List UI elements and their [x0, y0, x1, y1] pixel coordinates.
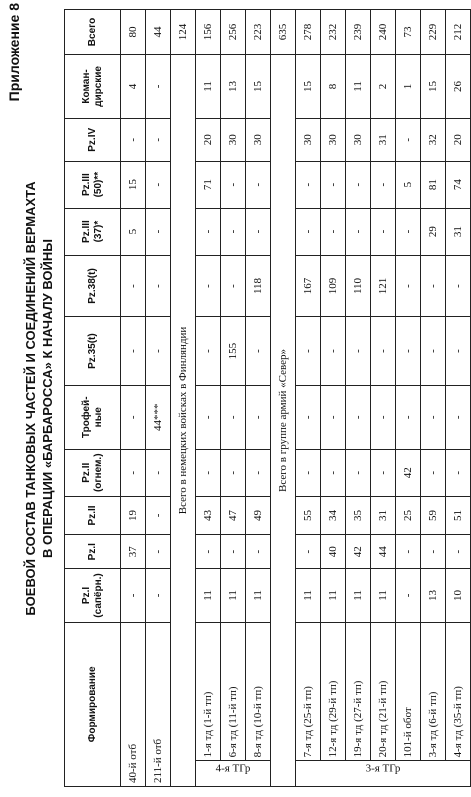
table-row [196, 10, 221, 787]
table-cell: 43 [196, 496, 221, 534]
table-cell: - [146, 208, 171, 255]
table-cell: - [421, 385, 446, 449]
table-row [296, 10, 321, 787]
table-cell: 44 [371, 535, 396, 569]
table-cell: - [221, 255, 246, 317]
group-label-cell [196, 761, 271, 787]
table-cell: - [196, 208, 221, 255]
formation-name: 12-я тд (29-й тп) [321, 622, 346, 761]
table-cell: 74 [446, 161, 471, 208]
table-cell: - [146, 496, 171, 534]
table-cell: - [371, 161, 396, 208]
table-cell: 156 [196, 10, 221, 55]
table-cell: 10 [446, 569, 471, 622]
table-cell: 29 [421, 208, 446, 255]
table-cell: - [446, 317, 471, 385]
title-line-2: В ОПЕРАЦИИ «БАРБАРОССА» К НАЧАЛУ ВОЙНЫ [40, 239, 55, 558]
table-cell: - [296, 317, 321, 385]
table-cell: - [421, 255, 446, 317]
table-cell: - [146, 255, 171, 317]
table-cell: - [121, 569, 146, 622]
header-pz3-50: Pz.III (50)** [65, 161, 121, 208]
group-label: 4-я ТГр [215, 762, 251, 775]
table-cell: - [446, 449, 471, 496]
formation-name: 101-й обот [396, 622, 421, 761]
table-cell: - [121, 385, 146, 449]
header-captured: Трофей-ные [65, 385, 121, 449]
table-row [221, 10, 246, 787]
table-cell: 42 [396, 449, 421, 496]
table-cell: 51 [446, 496, 471, 534]
table-cell: 37 [121, 535, 146, 569]
table-cell: 167 [296, 255, 321, 317]
section-total: 124 [171, 10, 196, 55]
table-cell: - [321, 161, 346, 208]
table-cell: 31 [371, 118, 396, 161]
table-cell: 256 [221, 10, 246, 55]
table-cell: - [196, 255, 221, 317]
table-cell: - [396, 208, 421, 255]
table-cell: 240 [371, 10, 396, 55]
header-pz35t: Pz.35(t) [65, 317, 121, 385]
table-cell: - [146, 118, 171, 161]
table-cell: 30 [246, 118, 271, 161]
table-row [421, 10, 446, 787]
table-cell: 15 [296, 54, 321, 118]
table-cell: - [146, 54, 171, 118]
table-cell: 32 [421, 118, 446, 161]
tank-composition-table [64, 9, 471, 787]
table-cell: - [146, 449, 171, 496]
header-total: Всего [65, 10, 121, 55]
table-cell: 11 [346, 569, 371, 622]
table-cell: - [321, 317, 346, 385]
table-cell: - [296, 535, 321, 569]
table-cell: - [346, 317, 371, 385]
table-cell: 118 [246, 255, 271, 317]
table-cell: - [121, 317, 146, 385]
table-cell: - [371, 317, 396, 385]
table-cell: - [146, 161, 171, 208]
table-cell: 278 [296, 10, 321, 55]
formation-name: 211-й отб [146, 622, 171, 786]
table-cell: 229 [421, 10, 446, 55]
formation-name: 19-я тд (27-й тп) [346, 622, 371, 761]
formation-name: 4-я тд (35-й тп) [446, 622, 471, 761]
table-cell: 11 [346, 54, 371, 118]
formation-name: 7-я тд (25-й тп) [296, 622, 321, 761]
table-cell: 30 [221, 118, 246, 161]
table-cell: - [396, 569, 421, 622]
table-cell: - [246, 449, 271, 496]
table-cell: - [246, 535, 271, 569]
table-cell: 30 [296, 118, 321, 161]
table-cell: 13 [421, 569, 446, 622]
formation-name: 20-я тд (21-й тп) [371, 622, 396, 761]
table-cell: - [421, 535, 446, 569]
table-cell: - [346, 385, 371, 449]
table-cell: 110 [346, 255, 371, 317]
table-cell: - [146, 317, 171, 385]
table-cell: 30 [346, 118, 371, 161]
table-cell: 73 [396, 10, 421, 55]
group-label-cell [296, 761, 471, 787]
header-pz2: Pz.II [65, 496, 121, 534]
table-cell: - [296, 161, 321, 208]
table-cell: 11 [221, 569, 246, 622]
header-row [65, 10, 121, 787]
group-label: 3-я ТГр [365, 762, 401, 775]
table-cell: 223 [246, 10, 271, 55]
table-row [371, 10, 396, 787]
table-cell: 44*** [146, 385, 171, 449]
table-row [321, 10, 346, 787]
table-cell: 40 [321, 535, 346, 569]
table-cell: 239 [346, 10, 371, 55]
header-command: Коман-дирские [65, 54, 121, 118]
table-cell: 11 [296, 569, 321, 622]
table-cell: - [221, 208, 246, 255]
table-cell: 80 [121, 10, 146, 55]
table-cell: - [196, 385, 221, 449]
section-total-row [171, 10, 196, 787]
table-cell: - [146, 569, 171, 622]
table-cell: - [321, 449, 346, 496]
table-cell: 15 [421, 54, 446, 118]
table-cell: - [421, 317, 446, 385]
table-cell: - [346, 449, 371, 496]
table-cell: 11 [321, 569, 346, 622]
table-cell: 44 [146, 10, 171, 55]
table-cell: - [396, 118, 421, 161]
table-cell: 1 [396, 54, 421, 118]
table-cell: 20 [196, 118, 221, 161]
table-cell: 81 [421, 161, 446, 208]
table-cell: - [371, 449, 396, 496]
table-cell: - [121, 449, 146, 496]
table-row [446, 10, 471, 787]
table-cell: 5 [121, 208, 146, 255]
table-cell: 109 [321, 255, 346, 317]
formation-name: 1-я тд (1-й тп) [196, 622, 221, 761]
table-cell: - [196, 449, 221, 496]
formation-name: 6-я тд (11-й тп) [221, 622, 246, 761]
table-cell: 31 [446, 208, 471, 255]
table-cell: 2 [371, 54, 396, 118]
table-cell: - [396, 317, 421, 385]
table-row [246, 10, 271, 787]
table-cell: 11 [196, 54, 221, 118]
table-cell: 47 [221, 496, 246, 534]
table-cell: 11 [246, 569, 271, 622]
table-cell: - [246, 208, 271, 255]
table-row [396, 10, 421, 787]
header-pz2-flame: Pz.II (огнем.) [65, 449, 121, 496]
table-cell: 30 [321, 118, 346, 161]
appendix-label: Приложение 8 [6, 3, 22, 102]
table-row [121, 10, 146, 787]
table-cell: - [196, 317, 221, 385]
formation-name: 3-я тд (6-й тп) [421, 622, 446, 761]
table-cell: 26 [446, 54, 471, 118]
header-pz3-37: Pz.III (37)* [65, 208, 121, 255]
title-line-1: БОЕВОЙ СОСТАВ ТАНКОВЫХ ЧАСТЕЙ И СОЕДИНЕНИЙ ВЕРМАХТА [23, 181, 38, 616]
table-cell: - [321, 208, 346, 255]
table-cell: - [321, 385, 346, 449]
table-cell: - [146, 535, 171, 569]
table-row [146, 10, 171, 787]
table-cell: 15 [121, 161, 146, 208]
table-cell: 212 [446, 10, 471, 55]
header-pz4: Pz.IV [65, 118, 121, 161]
table-cell: - [121, 255, 146, 317]
table-cell: - [396, 255, 421, 317]
table-cell: 34 [321, 496, 346, 534]
header-pz38t: Pz.38(t) [65, 255, 121, 317]
table-cell: 42 [346, 535, 371, 569]
table-cell: 8 [321, 54, 346, 118]
table-cell: - [446, 255, 471, 317]
table-cell: - [396, 535, 421, 569]
table-cell: - [371, 385, 396, 449]
header-pz1-sapper: Pz.I (сапёрн.) [65, 569, 121, 622]
table-cell: 11 [371, 569, 396, 622]
table-cell: - [221, 161, 246, 208]
table-cell: 55 [296, 496, 321, 534]
table-cell: 19 [121, 496, 146, 534]
table-cell: 20 [446, 118, 471, 161]
table-cell: - [246, 161, 271, 208]
table-cell: - [446, 535, 471, 569]
table-row [346, 10, 371, 787]
table-cell: 11 [196, 569, 221, 622]
table-cell: 35 [346, 496, 371, 534]
formation-name: 8-я тд (10-й тп) [246, 622, 271, 761]
section-total-row [271, 10, 296, 787]
header-pz1: Pz.I [65, 535, 121, 569]
table-cell: 121 [371, 255, 396, 317]
section-label: Всего в группе армий «Север» [271, 54, 296, 786]
table-cell: 31 [371, 496, 396, 534]
table-cell: 155 [221, 317, 246, 385]
table-cell: - [121, 118, 146, 161]
table-cell: 59 [421, 496, 446, 534]
table-cell: 4 [121, 54, 146, 118]
table-cell: 5 [396, 161, 421, 208]
table-cell: 71 [196, 161, 221, 208]
table-cell: - [221, 385, 246, 449]
table-cell: 232 [321, 10, 346, 55]
section-total: 635 [271, 10, 296, 55]
page-title [22, 0, 56, 797]
table-cell: - [221, 535, 246, 569]
table-cell: - [246, 385, 271, 449]
table-cell: - [421, 449, 446, 496]
table-cell: - [296, 449, 321, 496]
formation-name: 40-й отб [121, 622, 146, 786]
table-cell: 15 [246, 54, 271, 118]
table-body [121, 10, 471, 787]
table-cell: - [346, 208, 371, 255]
table-cell: - [396, 385, 421, 449]
table-cell: - [346, 161, 371, 208]
table-cell: - [221, 449, 246, 496]
table-cell: 49 [246, 496, 271, 534]
section-label: Всего в немецких войсках в Финляндии [171, 54, 196, 786]
header-formation: Формирование [65, 622, 121, 786]
table-cell: - [296, 385, 321, 449]
table-cell: 25 [396, 496, 421, 534]
table-cell: 13 [221, 54, 246, 118]
table-cell: - [196, 535, 221, 569]
table-cell: - [296, 208, 321, 255]
table-cell: - [246, 317, 271, 385]
table-cell: - [371, 208, 396, 255]
table-cell: - [446, 385, 471, 449]
